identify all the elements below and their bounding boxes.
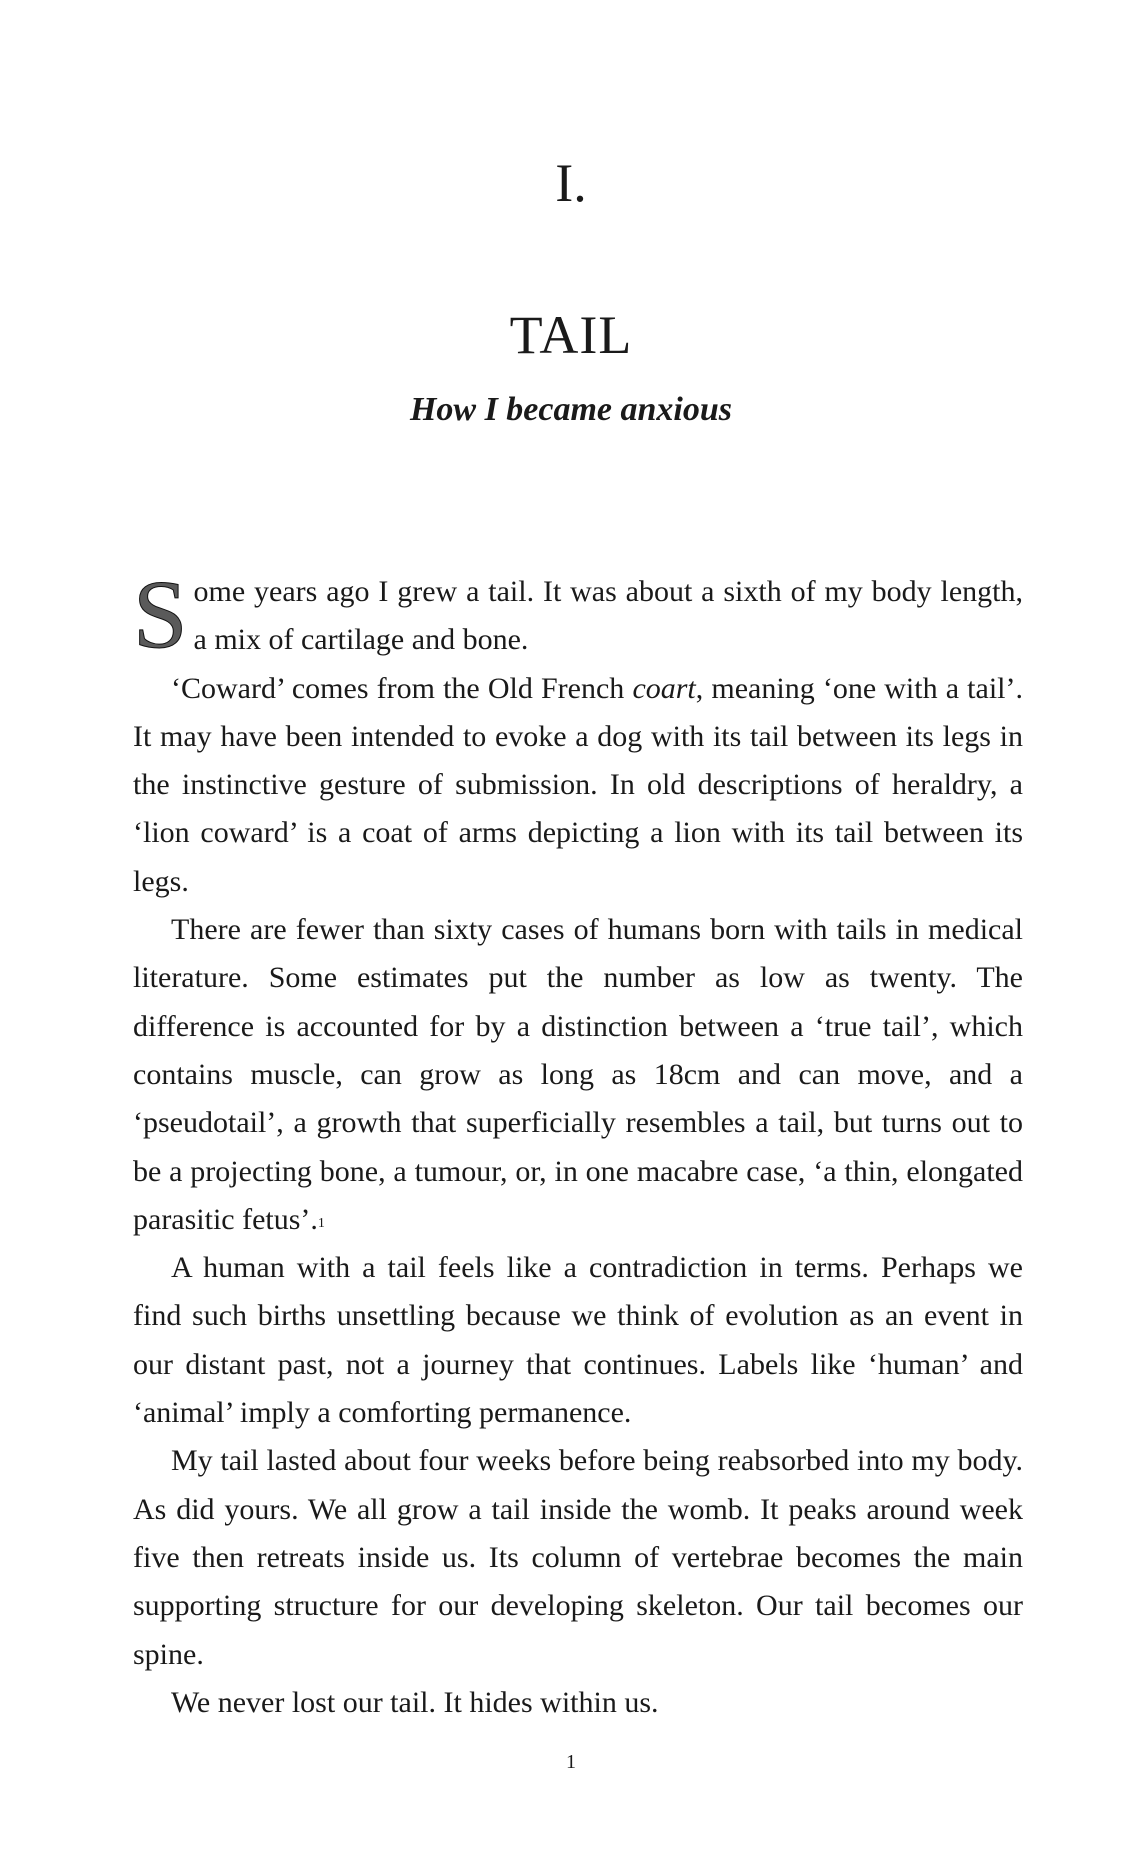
paragraph-1-text: ome years ago I grew a tail. It was about a sixth of my body length, a mix of cartilage and bone. bbox=[193, 575, 1023, 657]
body-text bbox=[133, 561, 1023, 1727]
paragraph-4-text: A human with a tail feels like a contradiction in terms. Perhaps we find such births unsettling because we think of evolution as an event in our distant past, not a journey that continues. Labels like ‘human’ and ‘animal’ imply a comforting permanence. bbox=[133, 1251, 1023, 1430]
chapter-subtitle: How I became anxious bbox=[409, 391, 733, 428]
paragraph-3-text: There are fewer than sixty cases of humans born with tails in medical literature. Some estimates put the number as low as twenty. The difference is accounted for by a distinction between a ‘true tail’, which contains muscle, can grow as long as 18cm and can move, and a ‘pseudotail’, a growth that superficially resembles a tail, but turns out to be a projecting bone, a tumour, or, in one macabre case, ‘a thin, elongated parasitic fetus’. bbox=[133, 913, 1023, 1236]
paragraph-6 bbox=[133, 1679, 1023, 1727]
italic-term: coart bbox=[632, 671, 696, 705]
paragraph-2 bbox=[133, 665, 1023, 906]
paragraph-1 bbox=[133, 561, 1023, 669]
footnote-reference[interactable]: 1 bbox=[317, 1215, 325, 1231]
paragraph-4 bbox=[133, 1244, 1023, 1437]
page-number: 1 bbox=[566, 1751, 576, 1773]
paragraph-2-after: , meaning ‘one with a tail’. It may have been intended to evoke a dog with its tail between its legs in the instinctive gesture of submission. In old descriptions of heraldry, a ‘lion coward’ is a coat of arms depicting a lion with its tail between its legs. bbox=[133, 671, 1023, 898]
paragraph-5 bbox=[133, 1437, 1023, 1678]
chapter-title: TAIL bbox=[509, 305, 633, 365]
drop-cap: S bbox=[133, 561, 188, 669]
paragraph-5-text: My tail lasted about four weeks before being reabsorbed into my body. As did yours. We all grow a tail inside the womb. It peaks around week five then retreats inside us. Its column of vertebrae becomes the main supporting structure for our developing skeleton. Our tail becomes our spine. bbox=[133, 1444, 1023, 1671]
paragraph-6-text: We never lost our tail. It hides within us. bbox=[171, 1685, 659, 1719]
chapter-number: I. bbox=[555, 153, 587, 213]
paragraph-2-before: ‘Coward’ comes from the Old French bbox=[171, 671, 633, 705]
paragraph-3 bbox=[133, 906, 1023, 1244]
